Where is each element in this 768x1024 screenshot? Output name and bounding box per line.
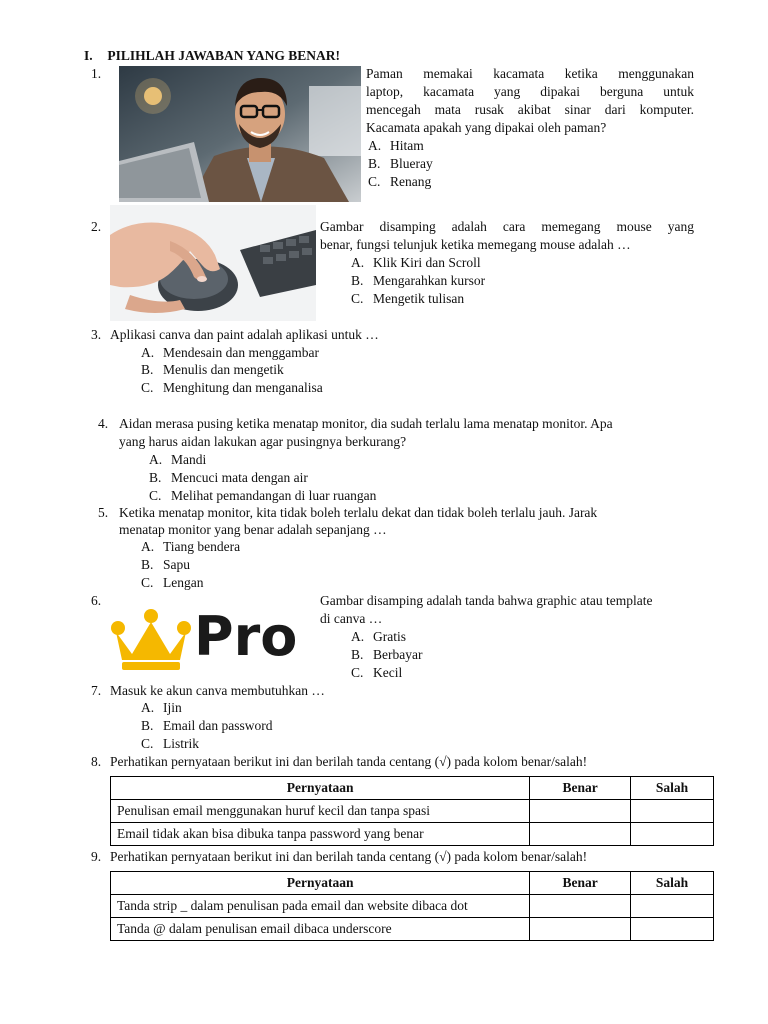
column-header: Pernyataan	[111, 777, 530, 800]
option-text: Gratis	[373, 629, 406, 644]
option-letter: B.	[149, 470, 162, 485]
option-letter: C.	[351, 665, 364, 680]
option-text: Berbayar	[373, 647, 423, 662]
column-header: Benar	[530, 872, 631, 895]
option-text: Kecil	[373, 665, 403, 680]
option-text: Lengan	[163, 575, 204, 590]
question-text-line: laptop, kacamata yang dipakai berguna untuk	[366, 84, 694, 99]
option-letter: A.	[351, 255, 365, 270]
question-text: Perhatikan pernyataan berikut ini dan berilah tanda centang (√) pada kolom benar/salah!	[110, 754, 588, 769]
question-number: 4.	[98, 416, 109, 431]
man-with-glasses-image	[119, 66, 361, 202]
salah-check-cell[interactable]	[631, 918, 714, 941]
option-text: Mengetik tulisan	[373, 291, 465, 306]
option-letter: A.	[351, 629, 365, 644]
table-row	[111, 918, 714, 941]
question-text: Perhatikan pernyataan berikut ini dan berilah tanda centang (√) pada kolom benar/salah!	[110, 849, 588, 864]
question-number: 5.	[98, 505, 109, 520]
table-header-row	[111, 777, 714, 800]
option-text: Mandi	[171, 452, 207, 467]
question-text-line: yang harus aidan lakukan agar pusingnya berkurang?	[119, 434, 407, 449]
salah-check-cell[interactable]	[631, 800, 714, 823]
option-letter: A.	[368, 138, 382, 153]
answer-option[interactable]	[141, 344, 319, 362]
option-text: Mencuci mata dengan air	[171, 470, 308, 485]
option-text: Email dan password	[163, 718, 273, 733]
option-letter: A.	[141, 700, 155, 715]
benar-check-cell[interactable]	[530, 800, 631, 823]
benar-check-cell[interactable]	[530, 918, 631, 941]
question-number: 9.	[91, 849, 102, 864]
section-header	[84, 47, 340, 65]
option-text: Menghitung dan menganalisa	[163, 380, 323, 395]
option-letter: B.	[141, 362, 154, 377]
question-text-line: di canva …	[320, 611, 383, 626]
column-header: Salah	[631, 872, 714, 895]
question-number: 6.	[91, 593, 102, 608]
option-text: Ijin	[163, 700, 182, 715]
column-header: Pernyataan	[111, 872, 530, 895]
question-text: Aplikasi canva dan paint adalah aplikasi untuk …	[110, 327, 379, 342]
question-text-line: Aidan merasa pusing ketika menatap monitor, dia sudah terlalu lama menatap monitor. Apa	[119, 416, 613, 431]
option-letter: C.	[141, 380, 154, 395]
option-text: Sapu	[163, 557, 190, 572]
question-text-line: benar, fungsi telunjuk ketika memegang mouse adalah …	[320, 237, 631, 252]
hand-on-mouse-image	[110, 205, 316, 321]
option-letter: A.	[149, 452, 163, 467]
question-number: 8.	[91, 754, 102, 769]
option-letter: B.	[141, 718, 154, 733]
salah-check-cell[interactable]	[631, 895, 714, 918]
option-text: Menulis dan mengetik	[163, 362, 284, 377]
option-letter: A.	[141, 539, 155, 554]
crown-icon	[110, 608, 192, 672]
question-number: 2.	[91, 219, 102, 234]
question-text-line: Gambar disamping adalah cara memegang mouse yang	[320, 219, 694, 234]
benar-check-cell[interactable]	[530, 823, 631, 846]
option-letter: C.	[368, 174, 381, 189]
answer-option[interactable]	[149, 487, 376, 505]
question-text-line: Gambar disamping adalah tanda bahwa graphic atau template	[320, 593, 653, 608]
statement-cell: Email tidak akan bisa dibuka tanpa password yang benar	[111, 823, 530, 846]
option-letter: B.	[141, 557, 154, 572]
option-letter: C.	[141, 575, 154, 590]
answer-option[interactable]	[351, 272, 485, 290]
hand-on-mouse-illustration	[110, 205, 316, 321]
option-text: Blueray	[390, 156, 433, 171]
option-letter: C.	[351, 291, 364, 306]
question-text-line: Kacamata apakah yang dipakai oleh paman?	[366, 120, 607, 135]
question-number: 3.	[91, 327, 102, 342]
option-text: Tiang bendera	[163, 539, 241, 554]
answer-option[interactable]	[351, 664, 402, 682]
answer-option[interactable]	[141, 574, 203, 592]
answer-option[interactable]	[351, 628, 406, 646]
answer-option[interactable]	[141, 379, 323, 397]
statement-cell: Tanda strip _ dalam penulisan pada email dan website dibaca dot	[111, 895, 530, 918]
salah-check-cell[interactable]	[631, 823, 714, 846]
option-text: Hitam	[390, 138, 424, 153]
option-letter: B.	[351, 273, 364, 288]
option-text: Mendesain dan menggambar	[163, 345, 319, 360]
true-false-table	[110, 776, 714, 846]
option-text: Renang	[390, 174, 432, 189]
option-text: Klik Kiri dan Scroll	[373, 255, 481, 270]
option-letter: C.	[149, 488, 162, 503]
answer-option[interactable]	[149, 469, 308, 487]
table-row	[111, 895, 714, 918]
answer-option[interactable]	[141, 538, 240, 556]
answer-option[interactable]	[351, 290, 464, 308]
table-row	[111, 800, 714, 823]
statement-cell: Tanda @ dalam penulisan email dibaca underscore	[111, 918, 530, 941]
option-letter: B.	[368, 156, 381, 171]
table-header-row	[111, 872, 714, 895]
pro-logo-text: Pro	[194, 605, 298, 668]
question-number: 7.	[91, 683, 102, 698]
man-with-glasses-illustration	[119, 66, 361, 202]
section-numeral: I.	[84, 48, 93, 63]
section-title: PILIHLAH JAWABAN YANG BENAR!	[107, 48, 341, 63]
answer-option[interactable]	[141, 735, 199, 753]
table-row	[111, 823, 714, 846]
question-text-line: menatap monitor yang benar adalah sepanjang …	[119, 522, 387, 537]
option-text: Listrik	[163, 736, 199, 751]
answer-option[interactable]	[368, 173, 431, 191]
question-number: 1.	[91, 66, 102, 81]
answer-option[interactable]	[149, 451, 206, 469]
statement-cell: Penulisan email menggunakan huruf kecil dan tanpa spasi	[111, 800, 530, 823]
benar-check-cell[interactable]	[530, 895, 631, 918]
question-text-line: mencegah mata rusak akibat sinar dari komputer.	[366, 102, 694, 117]
answer-option[interactable]	[368, 137, 424, 155]
column-header: Salah	[631, 777, 714, 800]
answer-option[interactable]	[141, 361, 284, 379]
answer-option[interactable]	[351, 254, 481, 272]
answer-option[interactable]	[141, 556, 190, 574]
answer-option[interactable]	[351, 646, 422, 664]
option-text: Mengarahkan kursor	[373, 273, 486, 288]
option-letter: B.	[351, 647, 364, 662]
question-text-line: Ketika menatap monitor, kita tidak boleh terlalu dekat dan tidak boleh terlalu jauh. Jarak	[119, 505, 598, 520]
column-header: Benar	[530, 777, 631, 800]
answer-option[interactable]	[141, 699, 182, 717]
question-text: Masuk ke akun canva membutuhkan …	[110, 683, 325, 698]
true-false-table	[110, 871, 714, 941]
question-text-line: Paman memakai kacamata ketika menggunakan	[366, 66, 694, 81]
answer-option[interactable]	[141, 717, 272, 735]
answer-option[interactable]	[368, 155, 433, 173]
option-text: Melihat pemandangan di luar ruangan	[171, 488, 377, 503]
canva-pro-badge	[110, 606, 310, 672]
option-letter: A.	[141, 345, 155, 360]
option-letter: C.	[141, 736, 154, 751]
